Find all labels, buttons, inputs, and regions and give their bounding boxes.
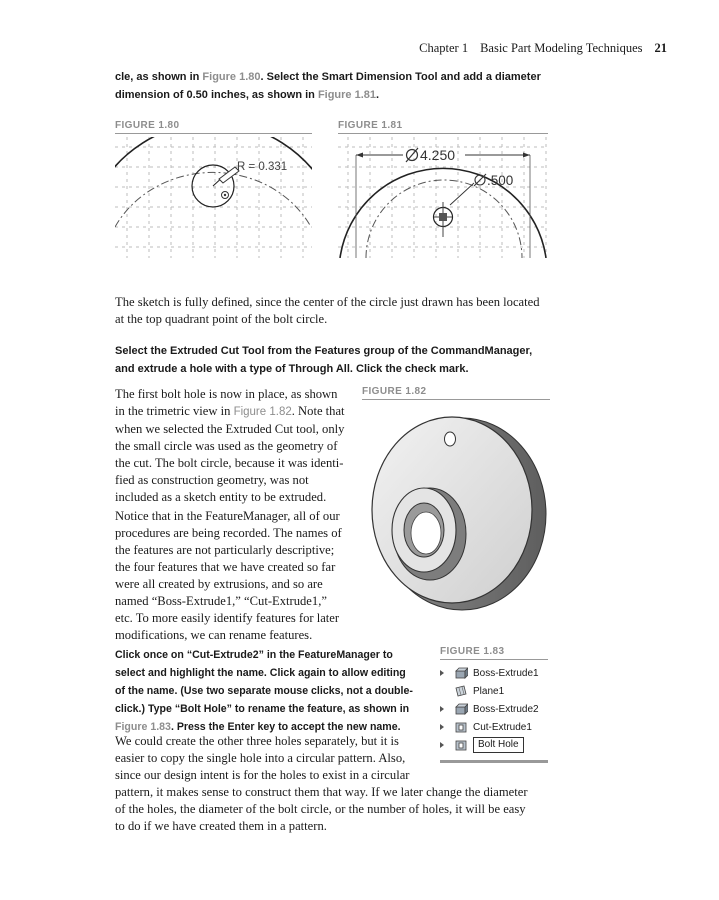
paragraph-4 (115, 733, 550, 835)
expand-arrow-icon[interactable] (440, 724, 444, 730)
text-line: when we selected the Extruded Cut tool, only (115, 422, 345, 436)
running-header (419, 41, 667, 56)
page-number: 21 (654, 41, 667, 55)
expand-arrow-icon[interactable] (440, 706, 444, 712)
leader-line (450, 183, 474, 205)
figure-ref-link[interactable]: Figure 1.81 (317, 89, 377, 101)
text-line: to do if we have created them in a pattern. (115, 819, 327, 833)
cut-extrude-icon (454, 720, 468, 734)
bolt-circle-dimension: 4.250 (420, 147, 456, 163)
instr-text: . (376, 89, 380, 101)
tree-item-label: Boss-Extrude2 (473, 703, 539, 715)
text-line: modifications, we can rename features. (115, 628, 313, 642)
text-line: easier to copy the single hole into a circular pattern. Also, (115, 751, 406, 765)
bolt-circle-arc (115, 172, 311, 227)
figure-1-81-caption: FIGURE 1.81 (338, 120, 548, 134)
text-line: since our design intent is for the holes to exist in a circular (115, 768, 410, 782)
text-span: in the trimetric view in (115, 404, 234, 418)
chapter-label: Chapter 1 (419, 41, 469, 55)
text-line: Notice that in the FeatureManager, all of our (115, 509, 340, 523)
rename-field[interactable]: Bolt Hole (473, 737, 524, 753)
pencil-cursor-icon (219, 167, 239, 199)
diameter-icon (406, 148, 418, 162)
tree-item-boss-extrude1[interactable] (440, 664, 539, 682)
chapter-title: Basic Part Modeling Techniques (480, 41, 643, 55)
tree-item-boss-extrude2[interactable] (440, 700, 539, 718)
text-span: . Note that (291, 404, 345, 418)
text-line: The sketch is fully defined, since the center of the circle just drawn has been located (115, 295, 540, 309)
text-line: We could create the other three holes separately, but it is (115, 734, 399, 748)
paragraph-2 (115, 386, 353, 506)
instr-text: . Select the Smart Dimension Tool and add a diameter (260, 71, 541, 83)
text-line: etc. To more easily identify features for later (115, 611, 340, 625)
text-line: at the top quadrant point of the bolt circle. (115, 312, 328, 326)
paragraph-1 (115, 294, 550, 328)
text-line: fied as construction geometry, was not (115, 473, 309, 487)
instr-line: click.) Type “Bolt Hole” to rename the feature, as shown in (115, 703, 410, 715)
hole-dimension: .500 (487, 173, 514, 188)
instr-line: Click once on “Cut-Extrude2” in the FeatureManager to (115, 649, 393, 661)
tree-item-label: Cut-Extrude1 (473, 721, 532, 733)
figure-ref-link[interactable]: Figure 1.82 (233, 406, 292, 418)
instruction-2 (115, 342, 555, 378)
figure-1-83-caption: FIGURE 1.83 (440, 646, 548, 660)
figure-1-81-sketch (338, 137, 548, 258)
figure-ref-link[interactable]: Figure 1.80 (202, 71, 261, 83)
arrow-left-icon (356, 153, 363, 158)
radius-label: R = 0.331 (237, 161, 288, 173)
text-line: The first bolt hole is now in place, as shown (115, 387, 338, 401)
expand-arrow-icon[interactable] (440, 670, 444, 676)
text-line: procedures are being recorded. The names of (115, 526, 342, 540)
figure-1-82-caption: FIGURE 1.82 (362, 386, 550, 400)
instruction-3 (115, 646, 433, 736)
figure-1-80-sketch (115, 137, 312, 258)
figure-ref-link[interactable]: Figure 1.83 (115, 721, 171, 733)
figure-1-80-caption: FIGURE 1.80 (115, 120, 312, 134)
instr-line: select and highlight the name. Click again to allow editing (115, 667, 406, 679)
text-line: the features are not particularly descriptive; (115, 543, 335, 557)
plane-icon (454, 684, 468, 698)
text-line: included as a sketch entity to be extruded. (115, 490, 327, 504)
tree-item-plane1[interactable] (440, 682, 504, 700)
origin-point-icon (439, 213, 447, 221)
text-line: the four features that we have created so far (115, 560, 336, 574)
spacer (440, 688, 444, 694)
bolt-hole (445, 432, 456, 446)
extrude-feature-icon (454, 666, 468, 680)
arrow-right-icon (523, 153, 530, 158)
text-line: the small circle was used as the geometry of (115, 439, 338, 453)
intro-instruction (115, 68, 555, 104)
paragraph-3 (115, 508, 550, 644)
instr-line: and extrude a hole with a type of Through All. Click the check mark. (115, 363, 469, 375)
instr-line: Select the Extruded Cut Tool from the Features group of the CommandManager, (115, 345, 533, 357)
text-line: of the holes, the diameter of the bolt circle, or the number of holes, it will be easy (115, 802, 526, 816)
text-line: named “Boss-Extrude1,” “Cut-Extrude1,” (115, 594, 327, 608)
text-line: were all created by extrusions, and so are (115, 577, 323, 591)
instr-text: cle, as shown in (115, 71, 203, 83)
extrude-feature-icon (454, 702, 468, 716)
tree-item-label: Plane1 (473, 685, 505, 697)
text-line: the cut. The bolt circle, because it was identi- (115, 456, 344, 470)
instr-text: . Press the Enter key to accept the new name. (170, 721, 401, 733)
instr-line: of the name. (Use two separate mouse clicks, not a double- (115, 685, 413, 697)
tree-item-label: Boss-Extrude1 (473, 667, 539, 679)
text-line: pattern, it makes sense to construct them that way. If we later change the diameter (115, 785, 528, 799)
instr-text: dimension of 0.50 inches, as shown in (115, 89, 318, 101)
